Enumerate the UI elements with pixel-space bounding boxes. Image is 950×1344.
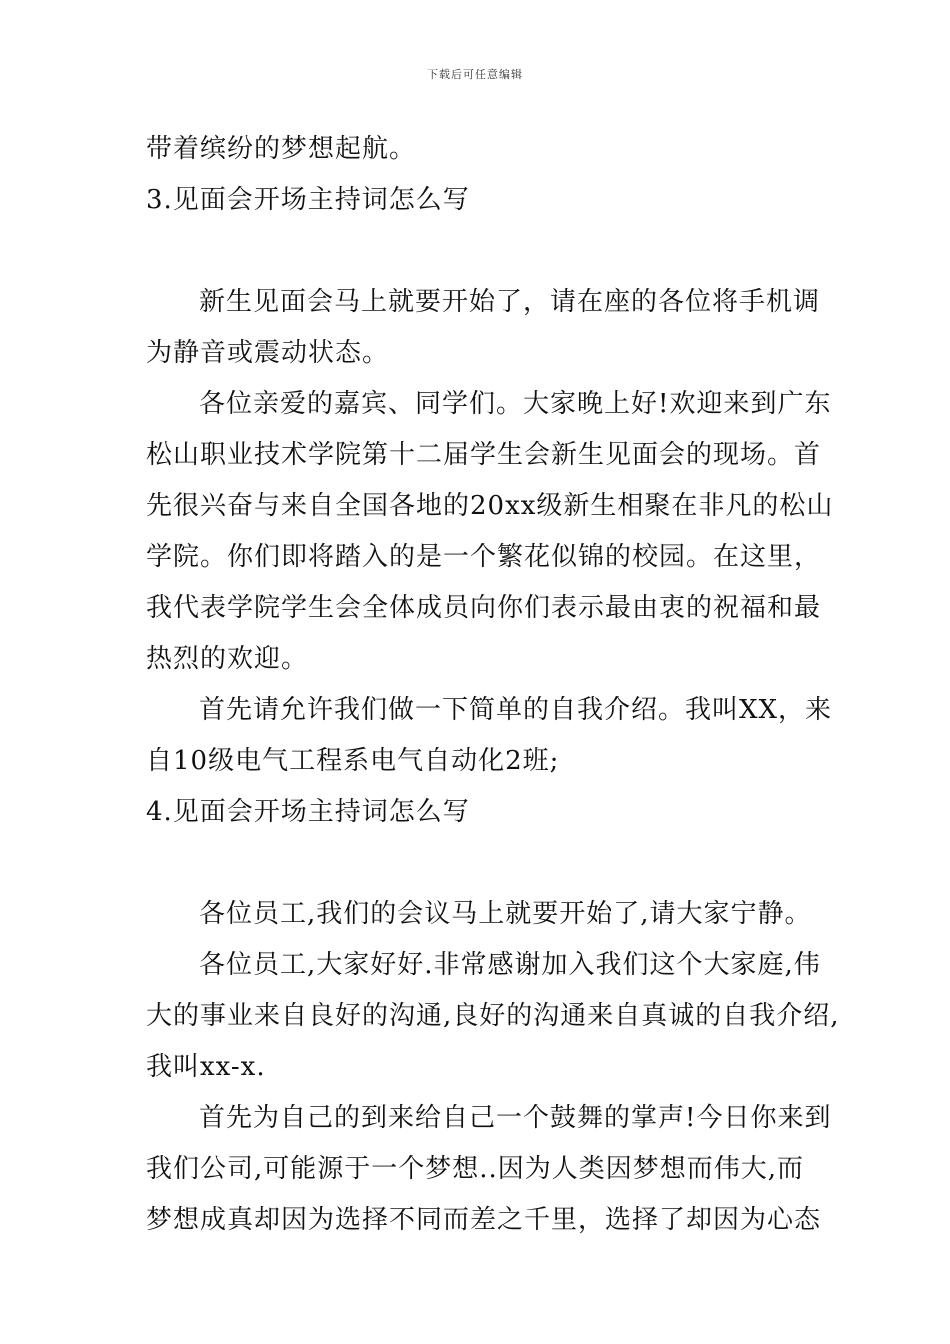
paragraph-first-line: 新生见面会马上就要开始了，请在座的各位将手机调	[199, 287, 821, 317]
section-heading: 4.见面会开场主持词怎么写	[146, 797, 470, 827]
paragraph-first-line: 首先为自己的到来给自己一个鼓舞的掌声!今日你来到	[199, 1103, 832, 1133]
text-line: 自10级电气工程系电气自动化2班;	[146, 746, 560, 776]
paragraph-first-line: 首先请允许我们做一下简单的自我介绍。我叫XX，来	[199, 695, 833, 725]
paragraph-first-line: 各位员工,大家好好.非常感谢加入我们这个大家庭,伟	[199, 950, 821, 980]
text-line: 大的事业来自良好的沟通,良好的沟通来自真诚的自我介绍,	[146, 1001, 840, 1031]
text-line: 学院。你们即将踏入的是一个繁花似锦的校园。在这里，	[146, 542, 822, 572]
text-line: 我们公司,可能源于一个梦想..因为人类因梦想而伟大,而	[146, 1154, 805, 1184]
blank-line	[146, 226, 816, 277]
paragraph-first-line: 各位亲爱的嘉宾、同学们。大家晚上好!欢迎来到广东	[199, 389, 832, 419]
section-heading: 3.见面会开场主持词怎么写	[146, 185, 470, 215]
text-line: 先很兴奋与来自全国各地的20xx级新生相聚在非凡的松山	[146, 491, 834, 521]
document-body	[146, 124, 840, 1246]
text-line: 我代表学院学生会全体成员向你们表示最由衷的祝福和最	[146, 593, 822, 623]
page-header: 下载后可任意编辑	[427, 68, 523, 81]
text-line: 为静音或震动状态。	[146, 338, 390, 368]
text-line: 我叫xx-x.	[146, 1052, 266, 1082]
blank-line	[146, 838, 816, 889]
text-line: 带着缤纷的梦想起航。	[146, 134, 417, 164]
text-line: 热烈的欢迎。	[146, 644, 309, 674]
paragraph-first-line: 各位员工,我们的会议马上就要开始了,请大家宁静。	[199, 899, 812, 929]
text-line: 梦想成真却因为选择不同而差之千里，选择了却因为心态	[146, 1205, 822, 1235]
text-line: 松山职业技术学院第十二届学生会新生见面会的现场。首	[146, 440, 822, 470]
